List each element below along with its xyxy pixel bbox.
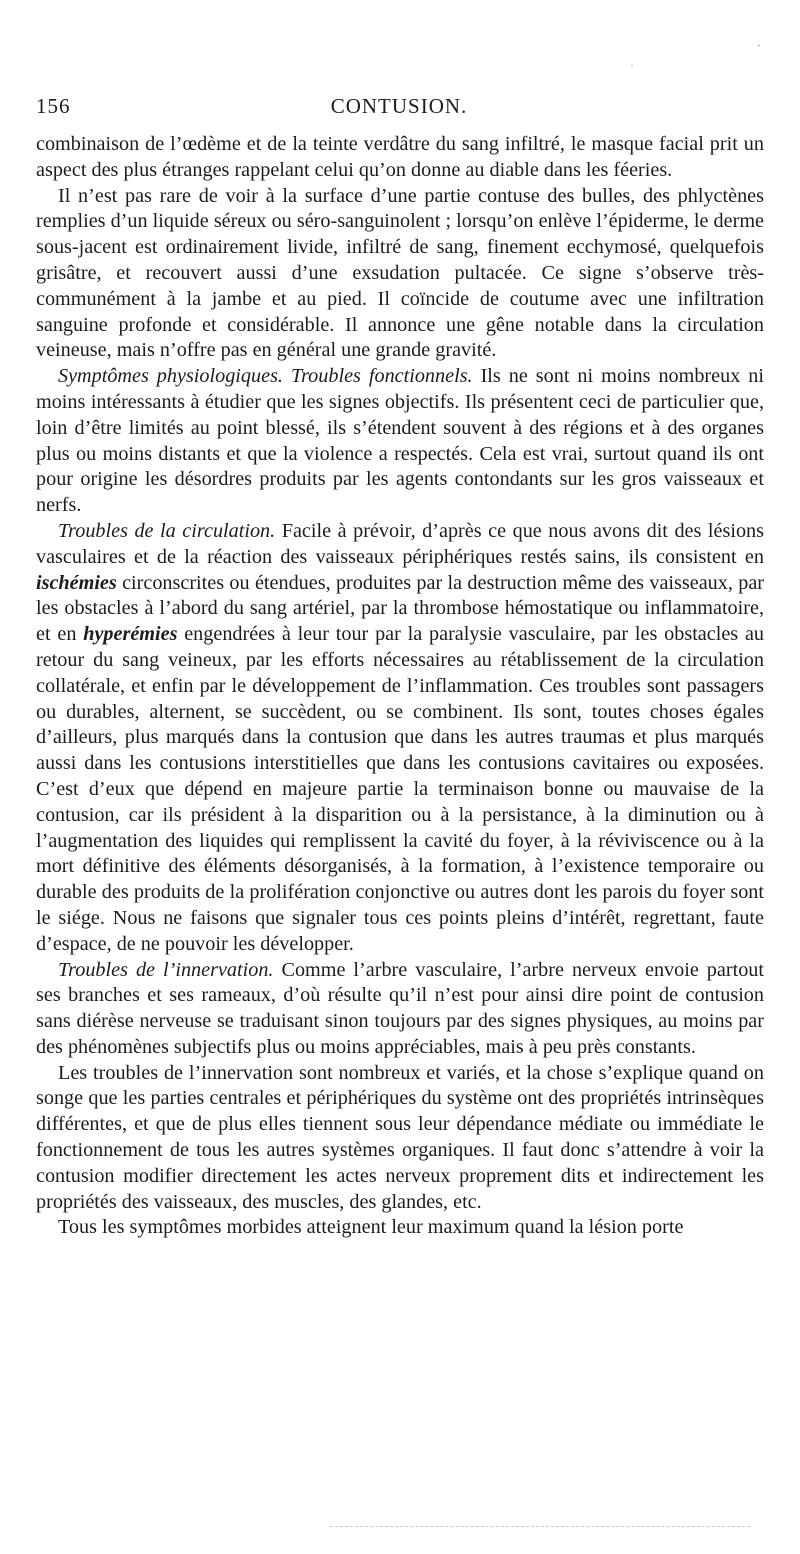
emphasized-term: hyperémies xyxy=(83,623,178,646)
print-speck: · xyxy=(757,38,761,52)
paragraph xyxy=(36,184,764,365)
paragraph-text: combinaison de l’œdème et de la teinte verdâtre du sang infiltré, le masque facial prit un aspect des plus étranges rappelant celui qu’on donne au diable dans les féeries. xyxy=(36,133,764,181)
section-heading: Troubles de l’innervation. xyxy=(58,958,274,981)
body-text xyxy=(36,132,764,1241)
paragraph-text: Il n’est pas rare de voir à la surface d’une partie contuse des bulles, des phlyctènes remplies d’un liquide séreux ou séro-sanguinolent ; lorsqu’on enlève l’épiderme, le derme sous-jacent est ordinairement livide, infiltré de sang, finement ecchymosé, quelquefois grisâtre, et recouvert aussi d’une exsudation pultacée. Ce signe s’observe très-communément à la jambe et au pied. Il coïncide de coutume avec une infiltration sanguine profonde et considérable. Il annonce une gêne notable dans la circulation veineuse, mais n’offre pas en général une grande gravité. xyxy=(36,184,764,362)
paragraph-text: Comme l’arbre vasculaire, l’arbre nerveux envoie partout ses branches et ses rameaux, d’où résulte qu’il n’est pour ainsi dire point de contusion sans diérèse nerveuse se traduisant sinon toujours par des signes physiques, au moins par des phénomènes subjectifs plus ou moins appréciables, mais à peu près constants. xyxy=(36,958,764,1058)
section-heading: Troubles de la circulation. xyxy=(58,519,276,542)
paragraph xyxy=(36,1061,764,1216)
paragraph-text: Tous les symptômes morbides atteignent leur maximum quand la lésion porte xyxy=(58,1216,684,1239)
paragraph-text: circonscrites ou étendues, produites par la destruction même des vaisseaux, par les obstacles à l’abord du sang artériel, par la thrombose hémostatique ou inflammatoire, et en xyxy=(36,571,764,646)
paragraph xyxy=(36,958,764,1061)
paragraph-text: Les troubles de l’innervation sont nombreux et variés, et la chose s’explique quand on songe que les parties centrales et périphériques du système ont des propriétés intrinsèques différentes, et que de plus elles tiennent sous leur dépendance médiate ou immédiate le fonctionnement de tous les autres systèmes organiques. Il faut donc s’attendre à voir la contusion modifier directement les actes nerveux proprement dits et indirectement les propriétés des vaisseaux, des muscles, des glandes, etc. xyxy=(36,1061,764,1213)
section-heading: Symptômes physiologiques. Troubles fonctionnels. xyxy=(58,365,473,388)
page-header xyxy=(36,94,762,124)
paragraph xyxy=(36,364,764,519)
page-number: 156 xyxy=(36,94,71,118)
emphasized-term: ischémies xyxy=(36,571,117,594)
running-title: CONTUSION. xyxy=(330,94,468,118)
paragraph xyxy=(36,1215,764,1241)
bottom-rule xyxy=(330,1526,750,1527)
paragraph xyxy=(36,132,764,184)
print-speck: · xyxy=(630,58,634,72)
paragraph-text: Ils ne sont ni moins nombreux ni moins intéressants à étudier que les signes objectifs. Ils présentent ceci de particulier que, loin d’être limités au point blessé, ils s’étendent souvent à des régions et à des organes plus ou moins distants et que la violence a respectés. Cela est vrai, surtout quand ils ont pour origine les désordres produits par les agents contondants sur les gros vaisseaux et nerfs. xyxy=(36,365,764,517)
paragraph xyxy=(36,519,764,958)
paragraph-text: engendrées à leur tour par la paralysie vasculaire, par les obstacles au retour du sang veineux, par les efforts nécessaires au rétablissement de la circulation collatérale, et enfin par le développement de l’inflammation. Ces troubles sont passagers ou durables, alternent, se succèdent, ou se combinent. Ils sont, toutes choses égales d’ailleurs, plus marqués dans la contusion que dans les autres traumas et plus marqués aussi dans les contusions interstitielles que dans les contusions cavitaires ou exposées. C’est d’eux que dépend en majeure partie la terminaison bonne ou mauvaise de la contusion, car ils président à la disparition ou à la persistance, à la diminution ou à l’augmentation des liquides qui remplissent la cavité du foyer, à la réviviscence ou à la mort définitive des éléments désorganisés, à la formation, à l’existence temporaire ou durable des produits de la prolifération conjonctive ou autres dont les parois du foyer sont le siége. Nous ne faisons que signaler tous ces points pleins d’intérêt, regrettant, faute d’espace, de ne pouvoir les développer. xyxy=(36,623,765,955)
paragraph-text: Facile à prévoir, d’après ce que nous avons dit des lésions vasculaires et de la réaction des vaisseaux périphériques restés sains, ils consistent en xyxy=(36,519,764,568)
